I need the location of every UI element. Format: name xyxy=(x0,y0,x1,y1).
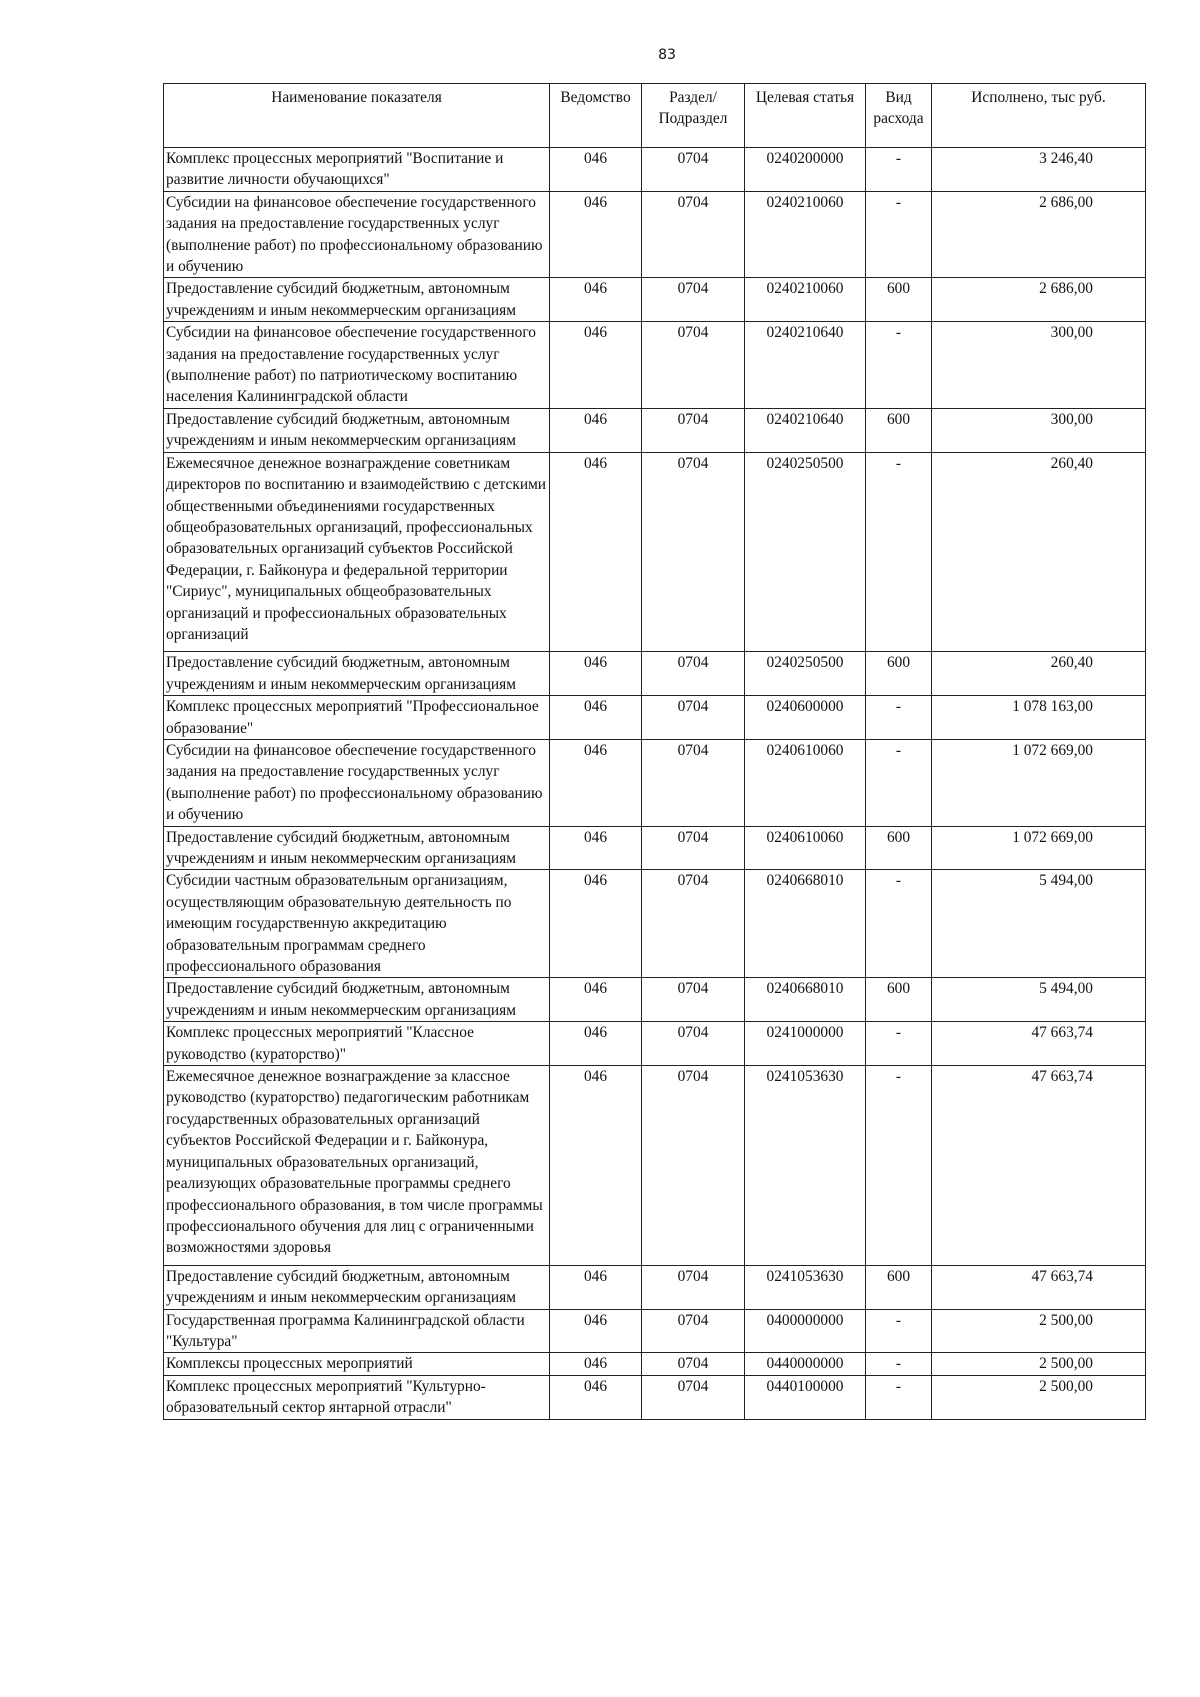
cell-section: 0704 xyxy=(642,278,745,322)
cell-amount: 2 500,00 xyxy=(932,1375,1146,1419)
table-row xyxy=(164,978,1146,1022)
cell-name: Субсидии частным образовательным организациям, осуществляющим образовательную деятельность по имеющим государственную аккредитацию образовательным программам среднего профессионального образования xyxy=(164,870,550,978)
cell-amount: 1 072 669,00 xyxy=(932,826,1146,870)
cell-expense-type: - xyxy=(866,1022,932,1066)
cell-section: 0704 xyxy=(642,1353,745,1375)
table-row xyxy=(164,1022,1146,1066)
cell-amount: 2 686,00 xyxy=(932,191,1146,278)
cell-expense-type: - xyxy=(866,696,932,740)
table-row xyxy=(164,1375,1146,1419)
table-row xyxy=(164,322,1146,409)
cell-target: 0400000000 xyxy=(745,1309,866,1353)
budget-table xyxy=(163,83,1146,1420)
cell-expense-type: 600 xyxy=(866,1265,932,1309)
cell-section: 0704 xyxy=(642,1066,745,1266)
cell-department: 046 xyxy=(550,278,642,322)
cell-section: 0704 xyxy=(642,696,745,740)
cell-target: 0240668010 xyxy=(745,870,866,978)
cell-name: Предоставление субсидий бюджетным, автономным учреждениям и иным некоммерческим организациям xyxy=(164,826,550,870)
cell-target: 0241053630 xyxy=(745,1265,866,1309)
cell-target: 0240250500 xyxy=(745,652,866,696)
cell-name: Предоставление субсидий бюджетным, автономным учреждениям и иным некоммерческим организациям xyxy=(164,278,550,322)
cell-name: Ежемесячное денежное вознаграждение за классное руководство (кураторство) педагогическим работникам государственных образовательных организаций субъектов Российской Федерации и г. Байконура, муниципальных образовательных организаций, реализующих образовательные программы среднего профессионального образования, в том числе программы профессионального обучения для лиц с ограниченными возможностями здоровья xyxy=(164,1066,550,1266)
cell-department: 046 xyxy=(550,1066,642,1266)
cell-department: 046 xyxy=(550,978,642,1022)
cell-section: 0704 xyxy=(642,408,745,452)
cell-department: 046 xyxy=(550,739,642,826)
cell-expense-type: 600 xyxy=(866,826,932,870)
cell-name: Предоставление субсидий бюджетным, автономным учреждениям и иным некоммерческим организациям xyxy=(164,1265,550,1309)
cell-name: Субсидии на финансовое обеспечение государственного задания на предоставление государственных услуг (выполнение работ) по профессиональному образованию и обучению xyxy=(164,191,550,278)
cell-amount: 1 078 163,00 xyxy=(932,696,1146,740)
cell-amount: 2 686,00 xyxy=(932,278,1146,322)
cell-section: 0704 xyxy=(642,322,745,409)
table-header xyxy=(164,84,1146,148)
cell-section: 0704 xyxy=(642,1309,745,1353)
cell-amount: 260,40 xyxy=(932,652,1146,696)
cell-amount: 3 246,40 xyxy=(932,148,1146,192)
cell-department: 046 xyxy=(550,1265,642,1309)
cell-name: Государственная программа Калининградской области "Культура" xyxy=(164,1309,550,1353)
cell-expense-type: - xyxy=(866,191,932,278)
header-target: Целевая статья xyxy=(745,84,866,148)
cell-department: 046 xyxy=(550,826,642,870)
cell-department: 046 xyxy=(550,1309,642,1353)
cell-section: 0704 xyxy=(642,826,745,870)
cell-target: 0240668010 xyxy=(745,978,866,1022)
cell-amount: 2 500,00 xyxy=(932,1309,1146,1353)
cell-expense-type: - xyxy=(866,148,932,192)
cell-department: 046 xyxy=(550,1353,642,1375)
cell-expense-type: - xyxy=(866,322,932,409)
table-row xyxy=(164,191,1146,278)
cell-expense-type: 600 xyxy=(866,978,932,1022)
cell-expense-type: - xyxy=(866,1375,932,1419)
cell-expense-type: - xyxy=(866,870,932,978)
cell-amount: 1 072 669,00 xyxy=(932,739,1146,826)
cell-target: 0241000000 xyxy=(745,1022,866,1066)
table-row xyxy=(164,452,1146,652)
cell-amount: 47 663,74 xyxy=(932,1022,1146,1066)
cell-amount: 5 494,00 xyxy=(932,978,1146,1022)
cell-section: 0704 xyxy=(642,870,745,978)
header-name: Наименование показателя xyxy=(164,84,550,148)
cell-target: 0240200000 xyxy=(745,148,866,192)
header-amount: Исполнено, тыс руб. xyxy=(932,84,1146,148)
cell-section: 0704 xyxy=(642,1375,745,1419)
cell-amount: 2 500,00 xyxy=(932,1353,1146,1375)
cell-section: 0704 xyxy=(642,739,745,826)
cell-department: 046 xyxy=(550,148,642,192)
table-row xyxy=(164,408,1146,452)
cell-amount: 300,00 xyxy=(932,322,1146,409)
cell-name: Предоставление субсидий бюджетным, автономным учреждениям и иным некоммерческим организациям xyxy=(164,978,550,1022)
cell-department: 046 xyxy=(550,322,642,409)
cell-department: 046 xyxy=(550,408,642,452)
header-expense-type: Вид расхода xyxy=(866,84,932,148)
header-section: Раздел/ Подраздел xyxy=(642,84,745,148)
cell-expense-type: - xyxy=(866,739,932,826)
cell-expense-type: 600 xyxy=(866,408,932,452)
cell-department: 046 xyxy=(550,870,642,978)
cell-expense-type: 600 xyxy=(866,652,932,696)
cell-amount: 260,40 xyxy=(932,452,1146,652)
cell-department: 046 xyxy=(550,191,642,278)
cell-expense-type: 600 xyxy=(866,278,932,322)
cell-name: Предоставление субсидий бюджетным, автономным учреждениям и иным некоммерческим организациям xyxy=(164,652,550,696)
cell-department: 046 xyxy=(550,1375,642,1419)
table-row xyxy=(164,1265,1146,1309)
table-row xyxy=(164,652,1146,696)
table-row xyxy=(164,278,1146,322)
cell-name: Комплекс процессных мероприятий "Воспитание и развитие личности обучающихся" xyxy=(164,148,550,192)
table-row xyxy=(164,696,1146,740)
cell-target: 0240600000 xyxy=(745,696,866,740)
cell-amount: 5 494,00 xyxy=(932,870,1146,978)
cell-expense-type: - xyxy=(866,452,932,652)
table-row xyxy=(164,1309,1146,1353)
cell-target: 0240210640 xyxy=(745,322,866,409)
cell-name: Комплекс процессных мероприятий "Культурно-образовательный сектор янтарной отрасли" xyxy=(164,1375,550,1419)
table-row xyxy=(164,1353,1146,1375)
table-body xyxy=(164,148,1146,1420)
cell-name: Комплексы процессных мероприятий xyxy=(164,1353,550,1375)
cell-target: 0240250500 xyxy=(745,452,866,652)
cell-amount: 300,00 xyxy=(932,408,1146,452)
cell-section: 0704 xyxy=(642,452,745,652)
cell-section: 0704 xyxy=(642,978,745,1022)
cell-name: Субсидии на финансовое обеспечение государственного задания на предоставление государственных услуг (выполнение работ) по патриотическому воспитанию населения Калининградской области xyxy=(164,322,550,409)
cell-section: 0704 xyxy=(642,148,745,192)
cell-section: 0704 xyxy=(642,1022,745,1066)
cell-expense-type: - xyxy=(866,1353,932,1375)
cell-amount: 47 663,74 xyxy=(932,1265,1146,1309)
cell-target: 0240610060 xyxy=(745,739,866,826)
cell-section: 0704 xyxy=(642,652,745,696)
cell-target: 0240210640 xyxy=(745,408,866,452)
cell-department: 046 xyxy=(550,652,642,696)
table-row xyxy=(164,739,1146,826)
cell-name: Предоставление субсидий бюджетным, автономным учреждениям и иным некоммерческим организациям xyxy=(164,408,550,452)
cell-expense-type: - xyxy=(866,1066,932,1266)
cell-section: 0704 xyxy=(642,1265,745,1309)
cell-section: 0704 xyxy=(642,191,745,278)
cell-target: 0440100000 xyxy=(745,1375,866,1419)
header-department: Ведомство xyxy=(550,84,642,148)
cell-department: 046 xyxy=(550,696,642,740)
table-row xyxy=(164,870,1146,978)
cell-target: 0240610060 xyxy=(745,826,866,870)
cell-target: 0240210060 xyxy=(745,191,866,278)
cell-target: 0241053630 xyxy=(745,1066,866,1266)
cell-name: Ежемесячное денежное вознаграждение советникам директоров по воспитанию и взаимодействию с детскими общественными объединениями государственных общеобразовательных организаций, профессиональных образовательных организаций субъектов Российской Федерации, г. Байконура и федеральной территории "Сириус", муниципальных общеобразовательных организаций и профессиональных образовательных организаций xyxy=(164,452,550,652)
cell-name: Комплекс процессных мероприятий "Классное руководство (кураторство)" xyxy=(164,1022,550,1066)
cell-name: Комплекс процессных мероприятий "Профессиональное образование" xyxy=(164,696,550,740)
page-number: 83 xyxy=(658,47,676,63)
cell-name: Субсидии на финансовое обеспечение государственного задания на предоставление государственных услуг (выполнение работ) по профессиональному образованию и обучению xyxy=(164,739,550,826)
table-row xyxy=(164,148,1146,192)
cell-target: 0440000000 xyxy=(745,1353,866,1375)
cell-amount: 47 663,74 xyxy=(932,1066,1146,1266)
cell-expense-type: - xyxy=(866,1309,932,1353)
cell-target: 0240210060 xyxy=(745,278,866,322)
cell-department: 046 xyxy=(550,452,642,652)
table-row xyxy=(164,1066,1146,1266)
table-row xyxy=(164,826,1146,870)
cell-department: 046 xyxy=(550,1022,642,1066)
